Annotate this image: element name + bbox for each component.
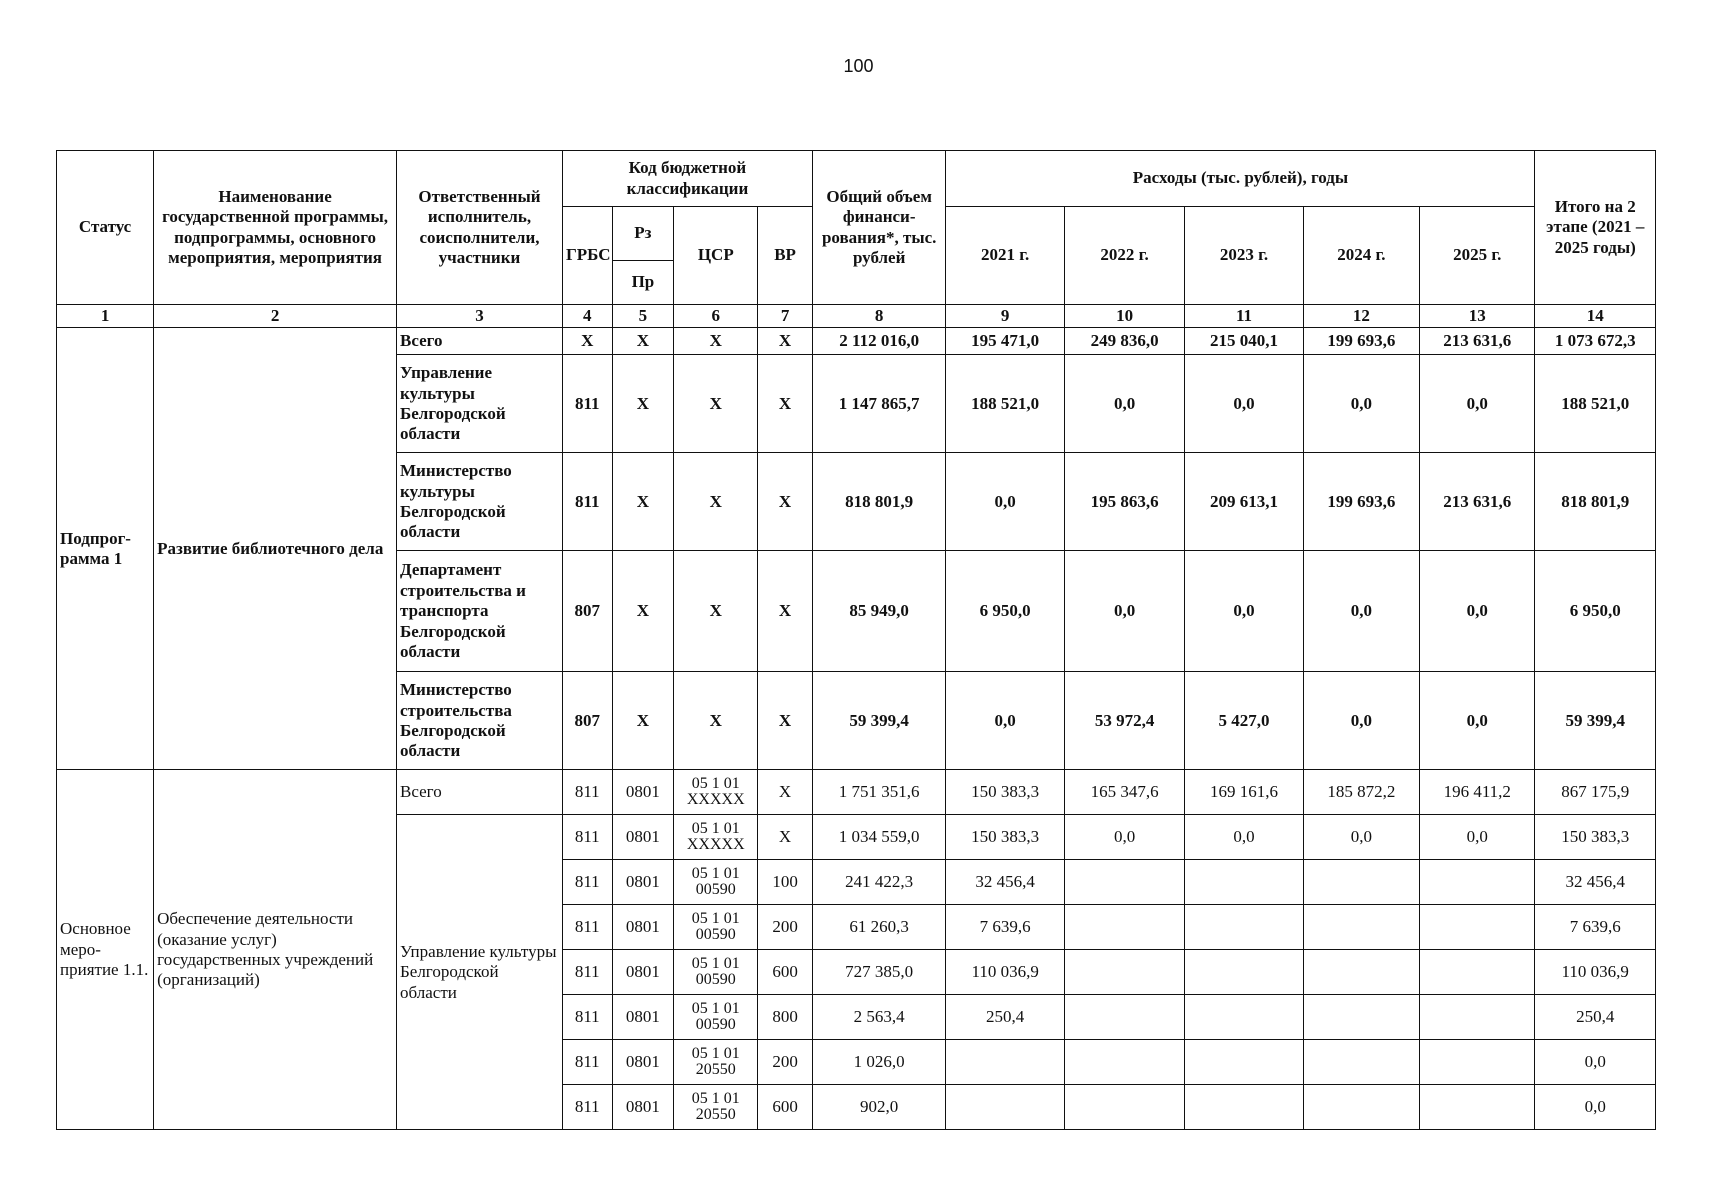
header-rz: Рз (612, 207, 674, 261)
vr-cell: 800 (758, 995, 813, 1040)
header-total-volume: Общий объем финанси-рования*, тыс. рублей (812, 151, 946, 305)
column-number: 14 (1535, 305, 1656, 328)
grbs-cell: 807 (562, 551, 612, 672)
main-event-executor: Управление культуры Белгородской области (397, 815, 563, 1130)
header-budget-code: Код бюджетной классификации (562, 151, 812, 207)
total-cell: 59 399,4 (812, 672, 946, 770)
csr-cell: 05 1 01 00590 (674, 950, 758, 995)
total-cell: 61 260,3 (812, 905, 946, 950)
grbs-cell: 811 (562, 355, 612, 453)
total-cell: 1 147 865,7 (812, 355, 946, 453)
y2025-cell (1420, 950, 1535, 995)
rzpr-cell: Х (612, 453, 674, 551)
y2025-cell (1420, 1040, 1535, 1085)
main-event-status: Основное меро-приятие 1.1. (57, 770, 154, 1130)
total-cell: 727 385,0 (812, 950, 946, 995)
y2024-cell (1303, 995, 1419, 1040)
subprogram-name: Развитие библиотечного дела (154, 328, 397, 770)
y2025-cell: 0,0 (1420, 672, 1535, 770)
executor-cell: Всего (397, 770, 563, 815)
column-number: 4 (562, 305, 612, 328)
rz-cell: 0801 (612, 1040, 674, 1085)
y2021-cell: 7 639,6 (946, 905, 1064, 950)
column-number: 6 (674, 305, 758, 328)
rz-cell: 0801 (612, 770, 674, 815)
vr-cell: Х (758, 328, 813, 355)
y2022-cell (1064, 950, 1184, 995)
total-cell: 2 112 016,0 (812, 328, 946, 355)
executor-cell: Управление культуры Белгородской области (397, 355, 563, 453)
y2022-cell (1064, 905, 1184, 950)
header-vr: ВР (758, 207, 813, 305)
y2021-cell: 0,0 (946, 672, 1064, 770)
budget-table (56, 150, 1656, 1130)
header-csr: ЦСР (674, 207, 758, 305)
csr-cell: 05 1 01 ХХХХХ (674, 770, 758, 815)
y2022-cell: 0,0 (1064, 815, 1184, 860)
csr-cell: Х (674, 355, 758, 453)
stage-total-cell: 0,0 (1535, 1040, 1656, 1085)
header-status: Статус (57, 151, 154, 305)
y2025-cell (1420, 860, 1535, 905)
y2025-cell: 213 631,6 (1420, 328, 1535, 355)
header-expenses: Расходы (тыс. рублей), годы (946, 151, 1535, 207)
y2021-cell (946, 1040, 1064, 1085)
header-name: Наименование государственной программы, подпрограммы, основного мероприятия, мероприятия (154, 151, 397, 305)
total-cell: 1 034 559,0 (812, 815, 946, 860)
y2022-cell (1064, 1040, 1184, 1085)
vr-cell: Х (758, 551, 813, 672)
csr-cell: Х (674, 328, 758, 355)
grbs-cell: 811 (562, 1085, 612, 1130)
column-number: 2 (154, 305, 397, 328)
y2021-cell: 6 950,0 (946, 551, 1064, 672)
rzpr-cell: Х (612, 551, 674, 672)
total-cell: 1 026,0 (812, 1040, 946, 1085)
rz-cell: 0801 (612, 950, 674, 995)
vr-cell: Х (758, 453, 813, 551)
csr-cell: 05 1 01 20550 (674, 1040, 758, 1085)
y2022-cell (1064, 1085, 1184, 1130)
y2025-cell: 0,0 (1420, 815, 1535, 860)
y2022-cell: 53 972,4 (1064, 672, 1184, 770)
y2023-cell (1185, 950, 1303, 995)
subprogram-status: Подпрог-рамма 1 (57, 328, 154, 770)
y2021-cell: 32 456,4 (946, 860, 1064, 905)
grbs-cell: 811 (562, 860, 612, 905)
executor-cell: Министерство строительства Белгородской области (397, 672, 563, 770)
y2024-cell: 0,0 (1303, 551, 1419, 672)
y2023-cell (1185, 860, 1303, 905)
y2022-cell: 0,0 (1064, 355, 1184, 453)
y2021-cell: 150 383,3 (946, 770, 1064, 815)
csr-cell: 05 1 01 20550 (674, 1085, 758, 1130)
y2023-cell: 215 040,1 (1185, 328, 1303, 355)
header-stage-total: Итого на 2 этапе (2021 – 2025 годы) (1535, 151, 1656, 305)
table-row (57, 770, 1656, 815)
total-cell: 818 801,9 (812, 453, 946, 551)
csr-cell: 05 1 01 00590 (674, 905, 758, 950)
stage-total-cell: 150 383,3 (1535, 815, 1656, 860)
column-number: 7 (758, 305, 813, 328)
y2024-cell (1303, 860, 1419, 905)
y2023-cell (1185, 905, 1303, 950)
stage-total-cell: 7 639,6 (1535, 905, 1656, 950)
table-row (57, 328, 1656, 355)
header-executor: Ответственный исполнитель, соисполнители, участники (397, 151, 563, 305)
vr-cell: Х (758, 355, 813, 453)
y2021-cell: 250,4 (946, 995, 1064, 1040)
vr-cell: 200 (758, 905, 813, 950)
total-cell: 1 751 351,6 (812, 770, 946, 815)
stage-total-cell: 818 801,9 (1535, 453, 1656, 551)
total-cell: 241 422,3 (812, 860, 946, 905)
rzpr-cell: Х (612, 355, 674, 453)
y2024-cell: 199 693,6 (1303, 328, 1419, 355)
y2022-cell: 0,0 (1064, 551, 1184, 672)
rz-cell: 0801 (612, 860, 674, 905)
stage-total-cell: 1 073 672,3 (1535, 328, 1656, 355)
csr-cell: 05 1 01 00590 (674, 995, 758, 1040)
y2023-cell: 5 427,0 (1185, 672, 1303, 770)
rz-cell: 0801 (612, 1085, 674, 1130)
rz-cell: 0801 (612, 815, 674, 860)
stage-total-cell: 250,4 (1535, 995, 1656, 1040)
stage-total-cell: 0,0 (1535, 1085, 1656, 1130)
y2025-cell (1420, 995, 1535, 1040)
y2021-cell: 188 521,0 (946, 355, 1064, 453)
y2022-cell (1064, 860, 1184, 905)
csr-cell: Х (674, 672, 758, 770)
y2022-cell: 249 836,0 (1064, 328, 1184, 355)
y2023-cell (1185, 995, 1303, 1040)
column-number: 12 (1303, 305, 1419, 328)
vr-cell: 600 (758, 950, 813, 995)
total-cell: 2 563,4 (812, 995, 946, 1040)
page-number: 100 (843, 56, 874, 76)
y2021-cell: 0,0 (946, 453, 1064, 551)
y2024-cell: 0,0 (1303, 815, 1419, 860)
y2021-cell: 195 471,0 (946, 328, 1064, 355)
y2025-cell (1420, 905, 1535, 950)
stage-total-cell: 32 456,4 (1535, 860, 1656, 905)
y2023-cell: 0,0 (1185, 815, 1303, 860)
rzpr-cell: Х (612, 328, 674, 355)
header-pr: Пр (612, 261, 674, 305)
y2025-cell: 213 631,6 (1420, 453, 1535, 551)
y2023-cell: 169 161,6 (1185, 770, 1303, 815)
y2023-cell (1185, 1085, 1303, 1130)
y2022-cell: 165 347,6 (1064, 770, 1184, 815)
rzpr-cell: Х (612, 672, 674, 770)
y2024-cell: 199 693,6 (1303, 453, 1419, 551)
y2024-cell: 185 872,2 (1303, 770, 1419, 815)
y2025-cell: 0,0 (1420, 355, 1535, 453)
header-year-2021: 2021 г. (946, 207, 1064, 305)
grbs-cell: 811 (562, 1040, 612, 1085)
y2024-cell: 0,0 (1303, 672, 1419, 770)
stage-total-cell: 110 036,9 (1535, 950, 1656, 995)
vr-cell: Х (758, 770, 813, 815)
total-cell: 85 949,0 (812, 551, 946, 672)
y2024-cell (1303, 1085, 1419, 1130)
header-year-2024: 2024 г. (1303, 207, 1419, 305)
y2023-cell: 0,0 (1185, 355, 1303, 453)
total-cell: 902,0 (812, 1085, 946, 1130)
main-event-name: Обеспечение деятельности (оказание услуг) государственных учреждений (организаций) (154, 770, 397, 1130)
y2024-cell (1303, 950, 1419, 995)
vr-cell: 100 (758, 860, 813, 905)
grbs-cell: Х (562, 328, 612, 355)
grbs-cell: 811 (562, 815, 612, 860)
header-grbs: ГРБС (562, 207, 612, 305)
y2024-cell: 0,0 (1303, 355, 1419, 453)
vr-cell: Х (758, 672, 813, 770)
y2024-cell (1303, 1040, 1419, 1085)
y2025-cell (1420, 1085, 1535, 1130)
y2025-cell: 196 411,2 (1420, 770, 1535, 815)
column-number: 13 (1420, 305, 1535, 328)
grbs-cell: 807 (562, 672, 612, 770)
csr-cell: 05 1 01 00590 (674, 860, 758, 905)
column-number: 11 (1185, 305, 1303, 328)
csr-cell: 05 1 01 ХХХХХ (674, 815, 758, 860)
csr-cell: Х (674, 453, 758, 551)
column-number: 10 (1064, 305, 1184, 328)
y2022-cell (1064, 995, 1184, 1040)
vr-cell: 200 (758, 1040, 813, 1085)
stage-total-cell: 188 521,0 (1535, 355, 1656, 453)
vr-cell: Х (758, 815, 813, 860)
y2023-cell: 0,0 (1185, 551, 1303, 672)
header-year-2023: 2023 г. (1185, 207, 1303, 305)
stage-total-cell: 59 399,4 (1535, 672, 1656, 770)
grbs-cell: 811 (562, 905, 612, 950)
rz-cell: 0801 (612, 995, 674, 1040)
y2023-cell: 209 613,1 (1185, 453, 1303, 551)
grbs-cell: 811 (562, 995, 612, 1040)
grbs-cell: 811 (562, 770, 612, 815)
y2021-cell: 150 383,3 (946, 815, 1064, 860)
grbs-cell: 811 (562, 453, 612, 551)
y2021-cell (946, 1085, 1064, 1130)
header-year-2022: 2022 г. (1064, 207, 1184, 305)
rz-cell: 0801 (612, 905, 674, 950)
y2023-cell (1185, 1040, 1303, 1085)
y2022-cell: 195 863,6 (1064, 453, 1184, 551)
grbs-cell: 811 (562, 950, 612, 995)
csr-cell: Х (674, 551, 758, 672)
stage-total-cell: 867 175,9 (1535, 770, 1656, 815)
y2021-cell: 110 036,9 (946, 950, 1064, 995)
executor-cell: Департамент строительства и транспорта Белгородской области (397, 551, 563, 672)
column-number: 3 (397, 305, 563, 328)
column-number-row (57, 305, 1656, 328)
executor-cell: Министерство культуры Белгородской области (397, 453, 563, 551)
column-number: 9 (946, 305, 1064, 328)
y2024-cell (1303, 905, 1419, 950)
executor-cell: Всего (397, 328, 563, 355)
column-number: 8 (812, 305, 946, 328)
header-year-2025: 2025 г. (1420, 207, 1535, 305)
vr-cell: 600 (758, 1085, 813, 1130)
column-number: 5 (612, 305, 674, 328)
stage-total-cell: 6 950,0 (1535, 551, 1656, 672)
column-number: 1 (57, 305, 154, 328)
y2025-cell: 0,0 (1420, 551, 1535, 672)
